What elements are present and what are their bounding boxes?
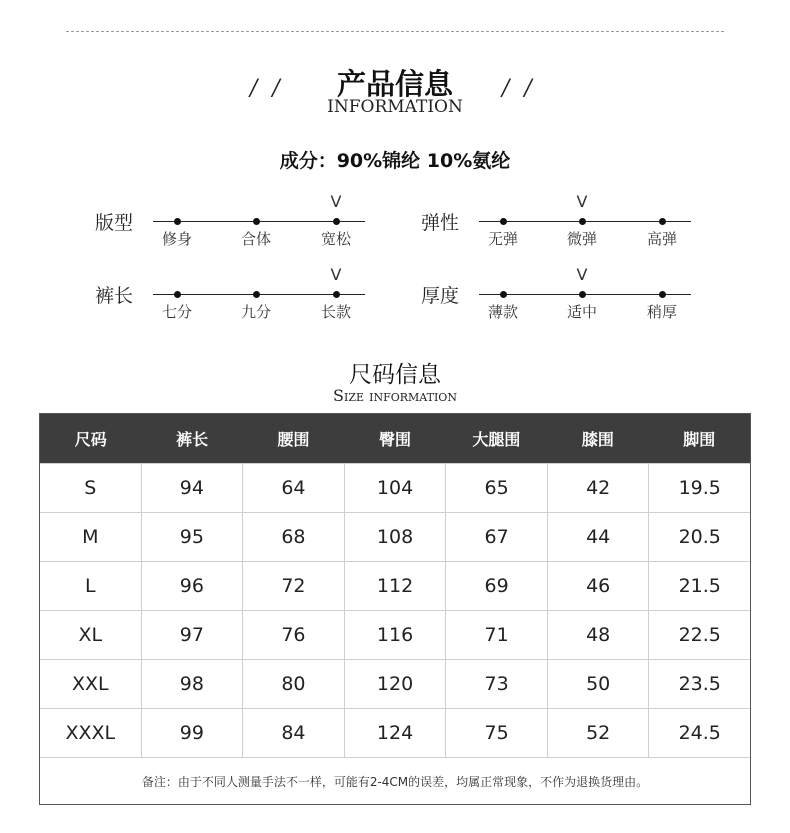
table-row	[40, 463, 750, 512]
product-info-subtitle: INFORMATION	[327, 97, 463, 117]
attribute-label: 弹性	[421, 212, 460, 234]
attribute-option-selected: V 宽松	[306, 222, 366, 249]
table-cell: 21.5	[648, 562, 750, 610]
table-cell: 67	[445, 513, 547, 561]
scale-dot	[659, 291, 666, 298]
scale-dot	[253, 218, 260, 225]
table-cell: S	[84, 477, 97, 499]
size-table-header	[40, 414, 750, 463]
selected-check-mark: V	[330, 192, 342, 211]
header-cell: 臀围	[378, 430, 411, 449]
attribute-option: 稍厚	[632, 295, 692, 322]
table-cell: 96	[141, 562, 243, 610]
attribute-option: 合体	[226, 222, 286, 249]
table-cell: 69	[445, 562, 547, 610]
attribute-label: 裤长	[95, 285, 134, 307]
table-cell: 99	[141, 709, 243, 757]
table-cell: 116	[344, 611, 446, 659]
table-cell: M	[82, 526, 99, 548]
table-cell: XXXL	[65, 722, 116, 744]
table-cell: 73	[445, 660, 547, 708]
table-cell: 72	[242, 562, 344, 610]
table-cell: XXL	[71, 673, 109, 695]
attribute-option: 无弹	[473, 222, 533, 249]
header-cell: 腰围	[277, 430, 310, 449]
header-cell: 大腿围	[472, 430, 521, 449]
attribute-option-selected: V 适中	[552, 295, 612, 322]
table-row	[40, 512, 750, 561]
table-cell: 124	[344, 709, 446, 757]
scale-dot	[174, 218, 181, 225]
attribute-option: 修身	[147, 222, 207, 249]
table-cell: XL	[78, 624, 103, 646]
size-table	[39, 413, 751, 805]
table-cell: 23.5	[648, 660, 750, 708]
attribute-option: 七分	[147, 295, 207, 322]
attribute-option: 薄款	[473, 295, 533, 322]
decor-slashes-right: / /	[502, 76, 536, 101]
table-cell: 75	[445, 709, 547, 757]
decor-slashes-left: / /	[250, 76, 284, 101]
header-cell: 膝围	[581, 430, 614, 449]
attribute-thickness	[421, 265, 701, 327]
header-cell: 裤长	[176, 430, 209, 449]
scale-dot	[500, 218, 507, 225]
product-info-title: 产品信息	[336, 67, 453, 101]
table-row	[40, 708, 750, 757]
scale-dot	[500, 291, 507, 298]
attribute-label: 版型	[95, 212, 134, 234]
scale-dot	[579, 291, 586, 298]
table-row	[40, 561, 750, 610]
table-cell: 120	[344, 660, 446, 708]
table-cell: 108	[344, 513, 446, 561]
table-cell: 19.5	[648, 464, 750, 512]
table-cell: 65	[445, 464, 547, 512]
attribute-option-selected: V 微弹	[552, 222, 612, 249]
table-cell: 97	[141, 611, 243, 659]
table-cell: 50	[547, 660, 649, 708]
attribute-elasticity	[421, 192, 701, 254]
table-cell: 94	[141, 464, 243, 512]
scale-dot	[174, 291, 181, 298]
table-cell: 84	[242, 709, 344, 757]
attribute-label: 厚度	[421, 285, 460, 307]
header-cell: 脚围	[683, 430, 716, 449]
table-cell: 24.5	[648, 709, 750, 757]
table-cell: 46	[547, 562, 649, 610]
scale-dot	[579, 218, 586, 225]
scale-dot	[659, 218, 666, 225]
attribute-length	[95, 265, 375, 327]
scale-dot	[253, 291, 260, 298]
table-cell: 42	[547, 464, 649, 512]
size-info-subtitle: Size information	[333, 386, 457, 405]
scale-dot	[333, 291, 340, 298]
scale-dot	[333, 218, 340, 225]
top-dashed-divider	[66, 31, 724, 32]
table-cell: 112	[344, 562, 446, 610]
table-cell: 95	[141, 513, 243, 561]
size-info-title: 尺码信息	[349, 362, 441, 388]
table-cell: 44	[547, 513, 649, 561]
table-cell: 80	[242, 660, 344, 708]
table-cell: 52	[547, 709, 649, 757]
size-note: 备注：由于不同人测量手法不一样，可能有2-4CM的误差，均属正常现象，不作为退换货理由。	[40, 757, 750, 804]
table-row	[40, 610, 750, 659]
table-row	[40, 659, 750, 708]
selected-check-mark: V	[576, 192, 588, 211]
attribute-option: 九分	[226, 295, 286, 322]
table-cell: 98	[141, 660, 243, 708]
selected-check-mark: V	[576, 265, 588, 284]
composition-text: 成分：90%锦纶 10%氨纶	[279, 150, 511, 172]
table-cell: 104	[344, 464, 446, 512]
table-cell: 76	[242, 611, 344, 659]
table-cell: 48	[547, 611, 649, 659]
table-cell: 64	[242, 464, 344, 512]
table-cell: 71	[445, 611, 547, 659]
table-cell: 68	[242, 513, 344, 561]
table-cell: 22.5	[648, 611, 750, 659]
table-cell: L	[84, 575, 96, 597]
attribute-option: 高弹	[632, 222, 692, 249]
attribute-fit	[95, 192, 375, 254]
table-cell: 20.5	[648, 513, 750, 561]
selected-check-mark: V	[330, 265, 342, 284]
header-cell: 尺码	[74, 430, 107, 449]
attribute-option-selected: V 长款	[306, 295, 366, 322]
